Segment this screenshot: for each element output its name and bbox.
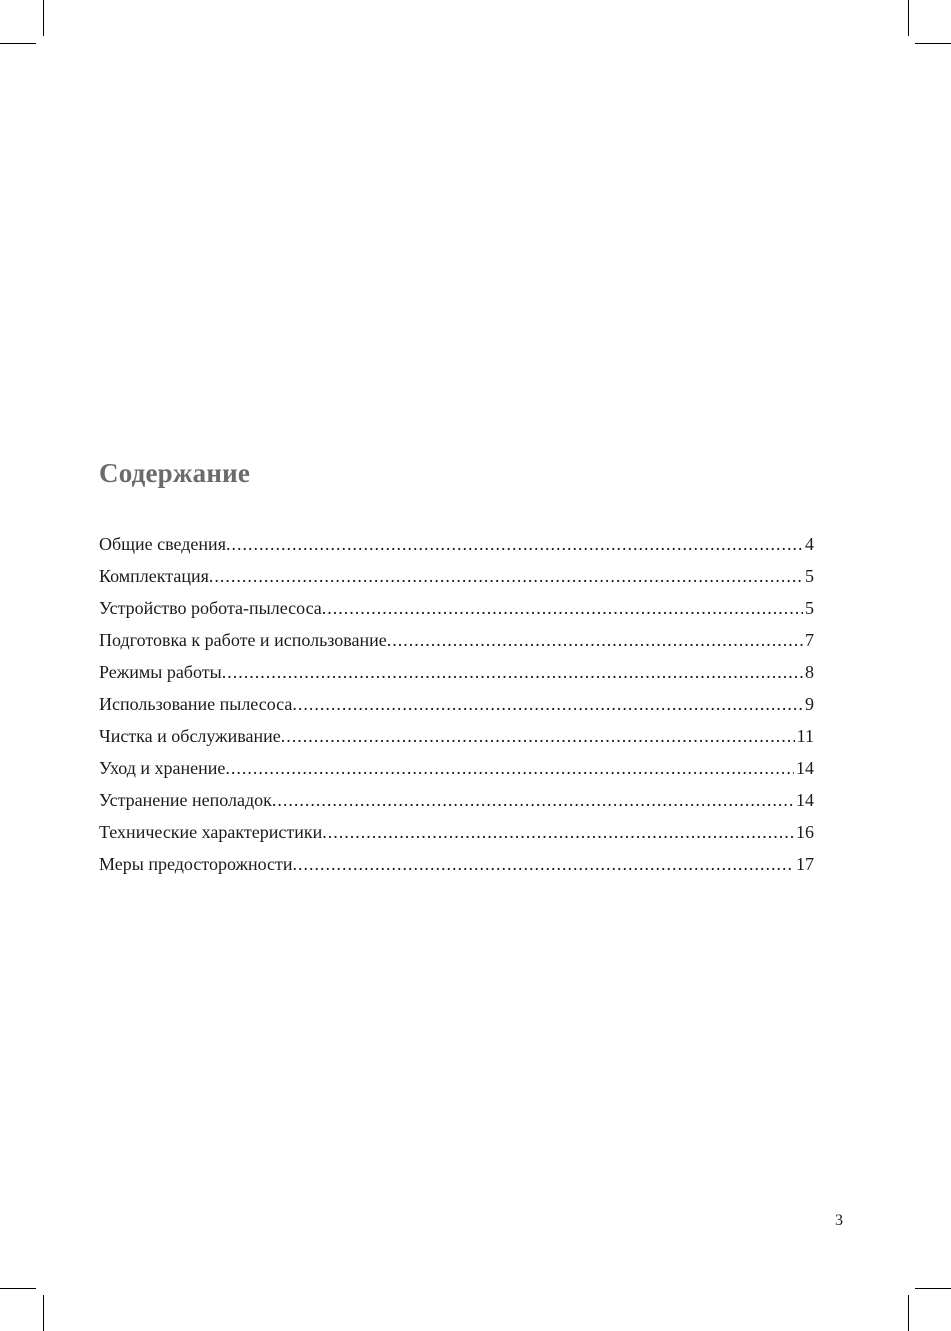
crop-mark-top-right-horizontal <box>915 43 951 44</box>
toc-entry-title: Устранение неполадок <box>99 790 272 810</box>
toc-entry-title: Подготовка к работе и использование <box>99 630 387 650</box>
toc-entry[interactable] <box>99 848 814 880</box>
toc-entry-title: Общие сведения <box>99 534 226 554</box>
page-number: 3 <box>835 1212 843 1229</box>
toc-entry-title: Комплектация <box>99 566 209 586</box>
toc-dot-leader <box>322 816 794 848</box>
toc-entry-page: 14 <box>796 758 814 778</box>
toc-list <box>99 528 814 880</box>
toc-dot-leader <box>225 752 794 784</box>
toc-dot-leader <box>322 592 803 624</box>
crop-mark-bottom-left-horizontal <box>0 1288 36 1289</box>
toc-entry-title: Режимы работы <box>99 662 222 682</box>
toc-dot-leader <box>222 656 803 688</box>
toc-entry[interactable] <box>99 816 814 848</box>
toc-entry-title: Меры предосторожности <box>99 854 293 874</box>
toc-entry-page: 11 <box>796 726 814 746</box>
toc-entry-page: 9 <box>805 694 814 714</box>
toc-entry-title: Устройство робота-пылесоса <box>99 598 322 618</box>
toc-entry[interactable] <box>99 592 814 624</box>
toc-entry[interactable] <box>99 528 814 560</box>
toc-entry-page: 5 <box>805 566 814 586</box>
toc-dot-leader <box>226 528 803 560</box>
toc-dot-leader <box>293 848 794 880</box>
toc-entry-page: 7 <box>805 630 814 650</box>
toc-entry[interactable] <box>99 720 814 752</box>
crop-mark-top-left-vertical <box>43 0 44 36</box>
toc-dot-leader <box>209 560 803 592</box>
toc-entry-title: Уход и хранение <box>99 758 226 778</box>
toc-entry[interactable] <box>99 624 814 656</box>
toc-dot-leader <box>387 624 803 656</box>
toc-entry-page: 5 <box>805 598 814 618</box>
crop-mark-bottom-left-vertical <box>43 1295 44 1331</box>
toc-entry[interactable] <box>99 656 814 688</box>
toc-entry-page: 8 <box>805 662 814 682</box>
toc-dot-leader <box>272 784 794 816</box>
crop-mark-bottom-right-vertical <box>908 1295 909 1331</box>
toc-entry[interactable] <box>99 688 814 720</box>
crop-mark-top-left-horizontal <box>0 43 36 44</box>
toc-title: Содержание <box>99 458 251 488</box>
toc-entry[interactable] <box>99 560 814 592</box>
crop-mark-bottom-right-horizontal <box>915 1288 951 1289</box>
toc-entry-page: 16 <box>796 822 814 842</box>
toc-entry[interactable] <box>99 784 814 816</box>
toc-entry-title: Чистка и обслуживание <box>99 726 281 746</box>
toc-dot-leader <box>281 720 795 752</box>
crop-mark-top-right-vertical <box>908 0 909 36</box>
toc-dot-leader <box>292 688 803 720</box>
toc-entry-title: Использование пылесоса <box>99 694 293 714</box>
toc-entry-page: 4 <box>805 534 814 554</box>
toc-entry[interactable] <box>99 752 814 784</box>
toc-entry-page: 14 <box>796 790 814 810</box>
toc-entry-title: Технические характеристики <box>99 822 323 842</box>
toc-entry-page: 17 <box>796 854 814 874</box>
